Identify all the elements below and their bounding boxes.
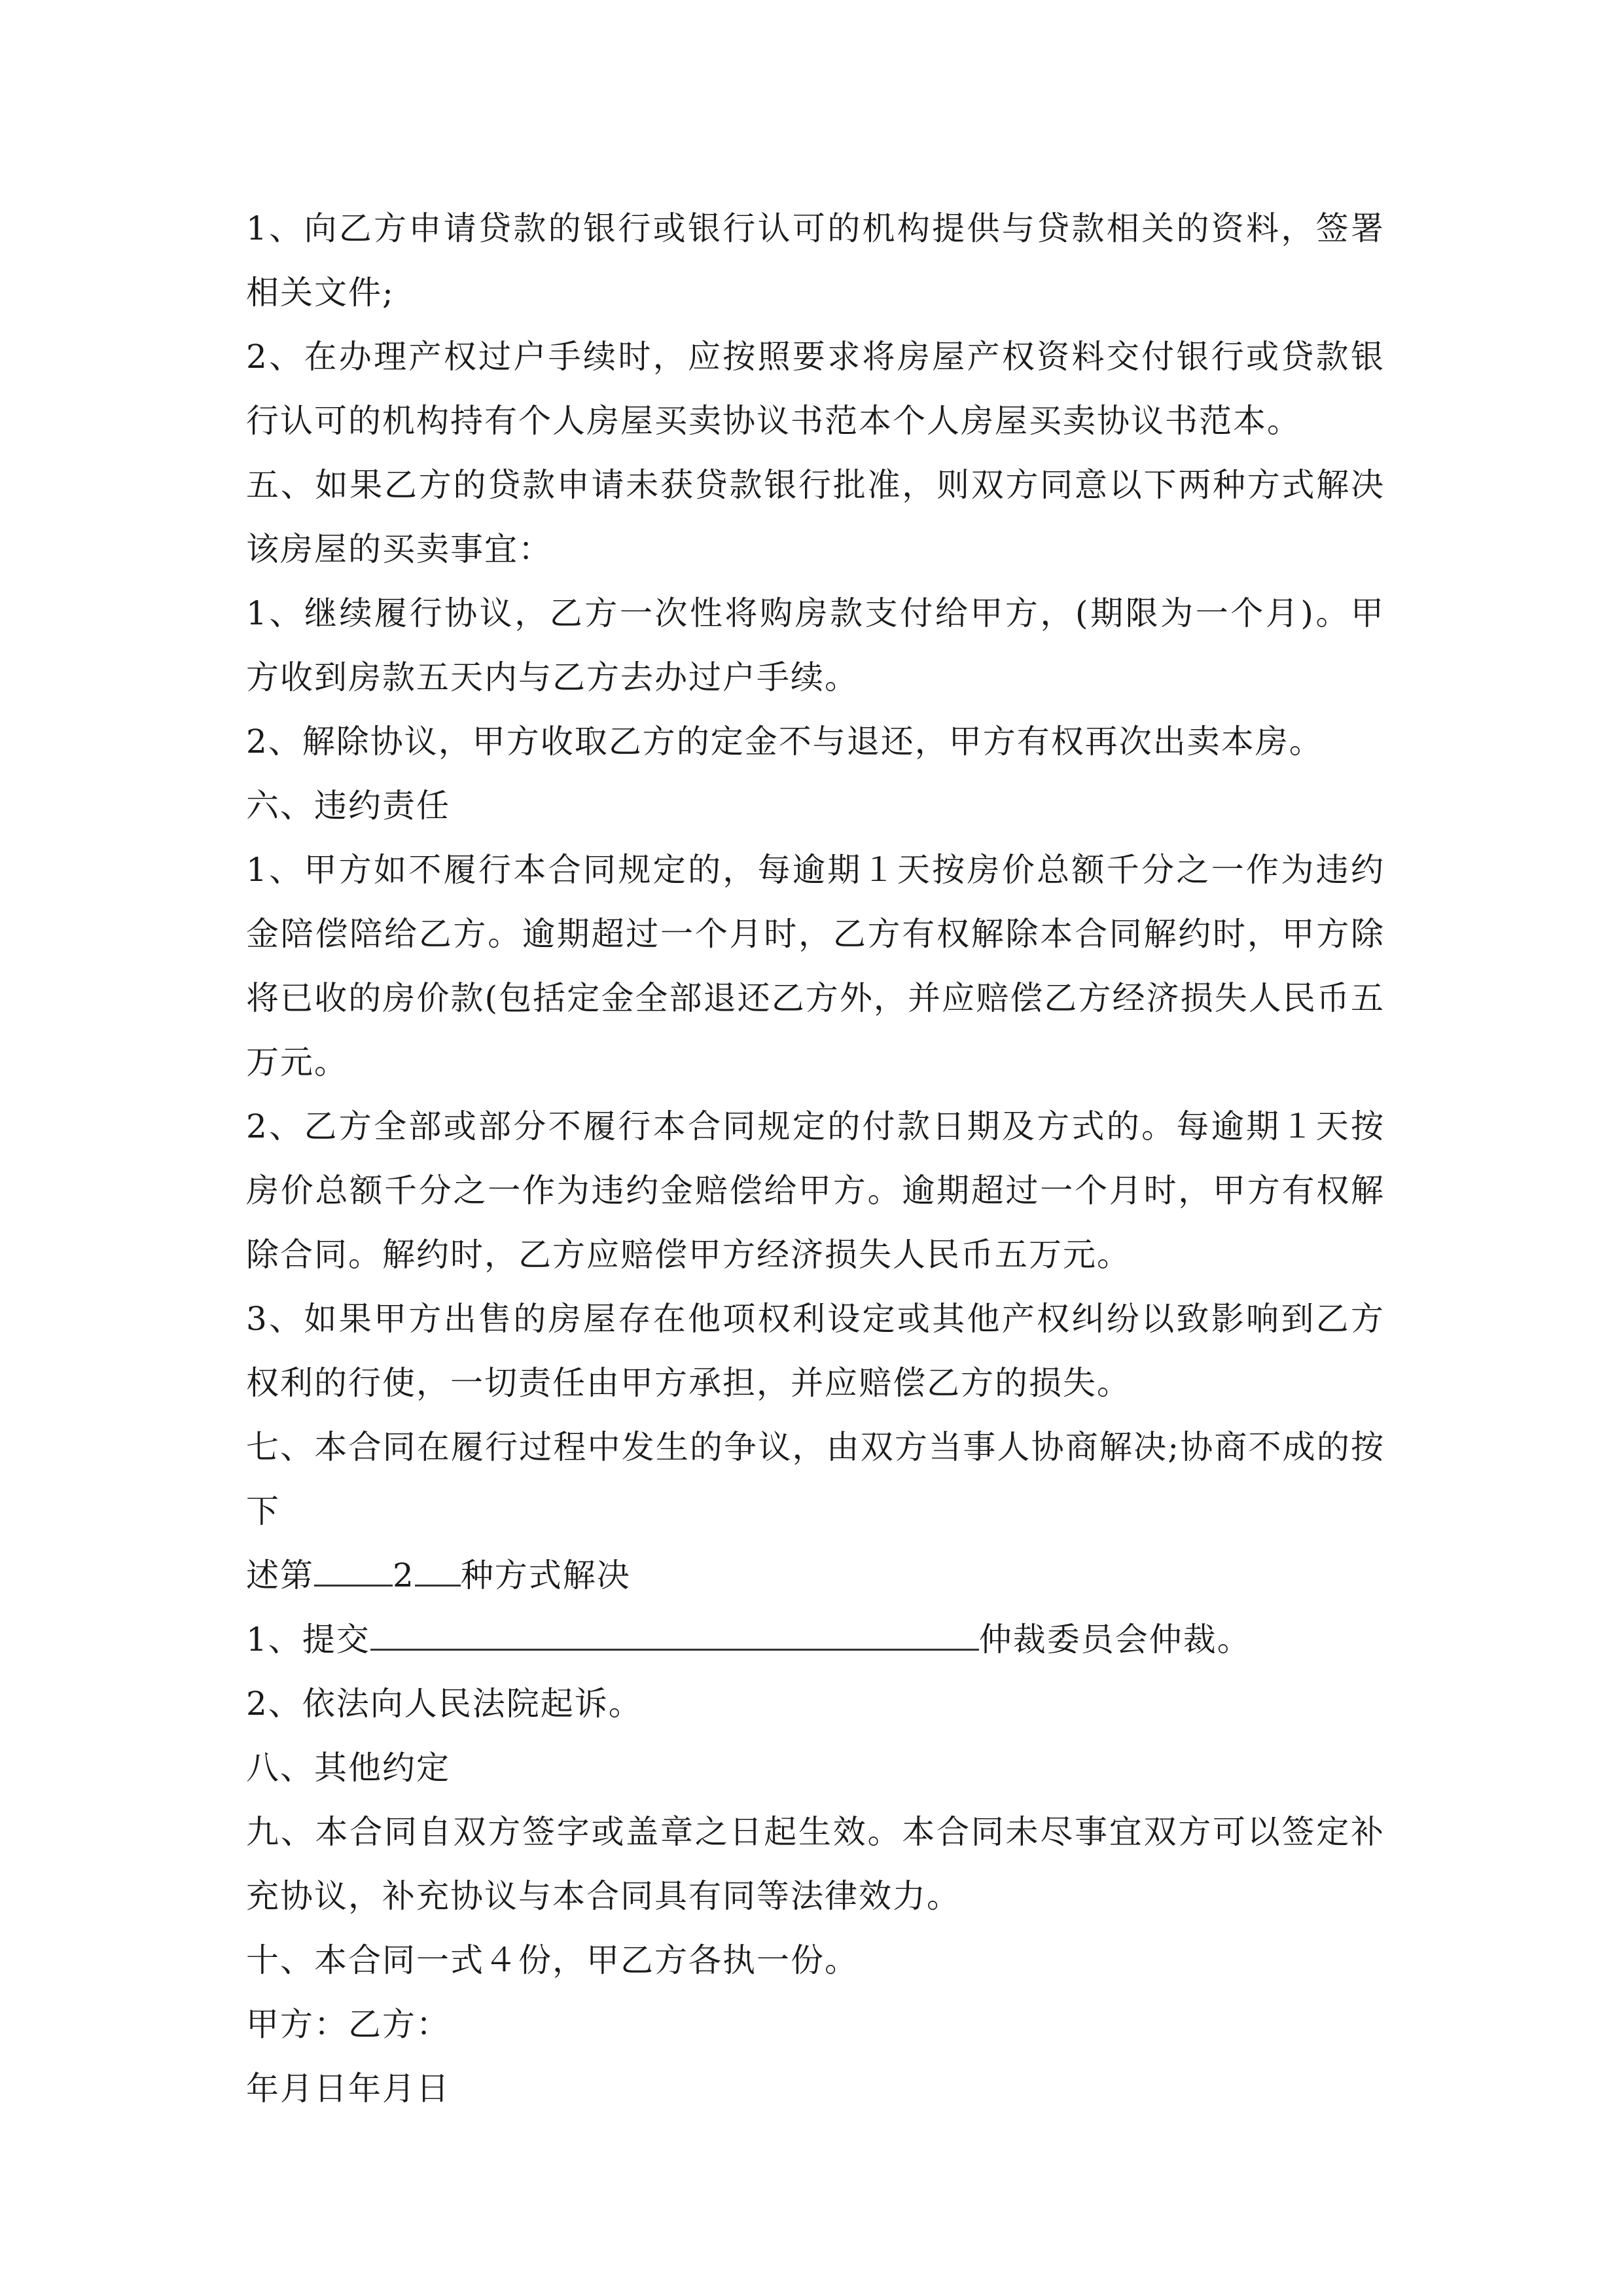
paragraph: 2、解除协议，甲方收取乙方的定金不与退还，甲方有权再次出卖本房。 [246,723,1323,761]
arbitration-line [246,1607,1385,1672]
paragraph: 1、甲方如不履行本合同规定的，每逾期１天按房价总额千分之一作为违约金陪偿陪给乙方。逾期超过一个月时，乙方有权解除本合同解约时，甲方除将已收的房价款(包括定金全部退还乙方外，并应赔偿乙方经济损失人民币五万元。 [246,851,1385,1081]
dispute-choice-line [246,1543,1385,1607]
contract-body [246,196,1385,2121]
paragraph: 十、本合同一式４份，甲乙方各执一份。 [246,1941,859,1979]
paragraph: 2、乙方全部或部分不履行本合同规定的付款日期及方式的。每逾期１天按房价总额千分之一作为违约金赔偿给甲方。逾期超过一个月时，甲方有权解除合同。解约时，乙方应赔偿甲方经济损失人民币五万元。 [246,1107,1385,1274]
dispute-suffix: 种方式解决 [460,1556,631,1594]
section-heading: 六、违约责任 [246,787,450,825]
paragraph: 七、本合同在履行过程中发生的争议，由双方当事人协商解决;协商不成的按下 [246,1428,1385,1530]
dispute-prefix: 述第 [246,1556,314,1594]
paragraph: 2、依法向人民法院起诉。 [246,1685,643,1723]
paragraph: 五、如果乙方的贷款申请未获贷款银行批准，则双方同意以下两种方式解决该房屋的买卖事宜： [246,466,1385,568]
paragraph: 1、向乙方申请贷款的银行或银行认可的机构提供与贷款相关的资料，签署相关文件; [246,209,1385,312]
arbitration-suffix: 仲裁委员会仲裁。 [978,1621,1251,1659]
blank-line [370,1609,979,1651]
section-heading: 八、其他约定 [246,1749,450,1787]
paragraph: 2、在办理产权过户手续时，应按照要求将房屋产权资料交付银行或贷款银行认可的机构持有个人房屋买卖协议书范本个人房屋买卖协议书范本。 [246,338,1385,440]
dispute-choice-value: 2 [393,1556,415,1594]
arbitration-prefix: 1、提交 [246,1621,370,1659]
paragraph: 3、如果甲方出售的房屋存在他项权利设定或其他产权纠纷以致影响到乙方权利的行使，一切责任由甲方承担，并应赔偿乙方的损失。 [246,1300,1385,1402]
signature-parties: 甲方：乙方： [246,2005,450,2043]
signature-dates: 年月日年月日 [246,2070,450,2108]
paragraph: 九、本合同自双方签字或盖章之日起生效。本合同未尽事宜双方可以签定补充协议，补充协议与本合同具有同等法律效力。 [246,1813,1385,1915]
paragraph: 1、继续履行协议，乙方一次性将购房款支付给甲方，(期限为一个月)。甲方收到房款五天内与乙方去办过户手续。 [246,594,1385,696]
blank-line [314,1545,393,1587]
blank-line [415,1545,461,1587]
